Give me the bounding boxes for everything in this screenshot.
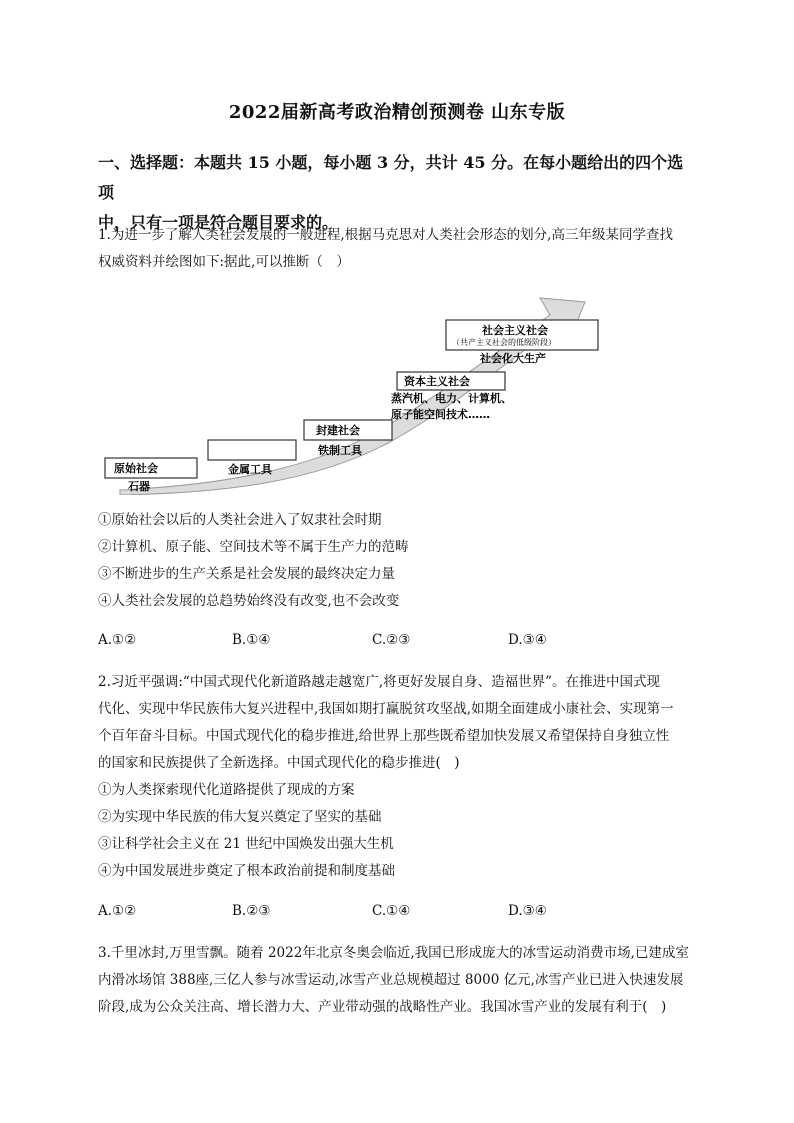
stage-tool-modern-1: 蒸汽机、电力、计算机、 xyxy=(391,392,512,405)
question-2-option-1: ①为人类探索现代化道路提供了现成的方案 xyxy=(98,782,355,798)
question-1-choice-d[interactable]: D.③④ xyxy=(508,632,547,648)
question-1-choices xyxy=(98,632,698,652)
question-1-choice-c[interactable]: C.②③ xyxy=(372,632,411,648)
stage-tool-modern-2: 原子能空间技术…… xyxy=(391,408,490,421)
question-1-choice-b[interactable]: B.①④ xyxy=(232,632,271,648)
question-1-option-3: ③不断进步的生产关系是社会发展的最终决定力量 xyxy=(98,566,395,582)
question-2-option-4: ④为中国发展进步奠定了根本政治前提和制度基础 xyxy=(98,863,395,879)
stage-label-socialist: 社会主义社会 xyxy=(482,324,548,337)
section-heading-line-1: 一、选择题：本题共 15 小题，每小题 3 分，共计 45 分。在每小题给出的四个选项 xyxy=(98,153,684,202)
question-1-option-1: ①原始社会以后的人类社会进入了奴隶社会时期 xyxy=(98,512,382,528)
question-1-option-4: ④人类社会发展的总趋势始终没有改变,也不会改变 xyxy=(98,593,400,609)
question-2-choice-a[interactable]: A.①② xyxy=(98,903,137,919)
question-1-line-2: 权威资料并绘图如下:据此,可以推断（ ） xyxy=(98,254,350,270)
question-2-option-3: ③让科学社会主义在 21 世纪中国焕发出强大生机 xyxy=(98,836,394,852)
question-3-line-2: 内滑冰场馆 388座,三亿人参与冰雪运动,冰雪产业总规模超过 8000 亿元,冰雪产业已进入快速发展 xyxy=(98,972,684,988)
stage-tool-socialized: 社会化大生产 xyxy=(480,352,546,365)
question-2-line-1: 2.习近平强调:“中国式现代化新道路越走越宽广,将更好发展自身、造福世界”。在推进中国式现 xyxy=(98,674,661,690)
question-3-line-3: 阶段,成为公众关注高、增长潜力大、产业带动强的战略性产业。我国冰雪产业的发展有利于( ) xyxy=(98,999,667,1015)
question-1-stem xyxy=(98,222,698,276)
question-2-choice-b[interactable]: B.②③ xyxy=(232,903,271,919)
question-1-line-1: 1.为进一步了解人类社会发展的一般进程,根据马克思对人类社会形态的划分,高三年级某同学查找 xyxy=(98,227,673,243)
question-2-line-2: 代化、实现中华民族伟大复兴进程中,我国如期打赢脱贫攻坚战,如期全面建成小康社会、实现第一 xyxy=(98,701,674,717)
stage-label-primitive: 原始社会 xyxy=(114,462,158,475)
question-3-stem xyxy=(98,940,698,1021)
section-heading-line-2: 中，只有一项是符合题目要求的。 xyxy=(98,213,339,232)
social-development-figure xyxy=(100,290,600,495)
stage-box-blank xyxy=(208,440,296,460)
page-title: 2022届新高考政治精创预测卷 山东专版 xyxy=(228,102,566,123)
question-1-choice-a[interactable]: A.①② xyxy=(98,632,137,648)
stage-tool-primitive: 石器 xyxy=(128,480,150,493)
question-2-stem xyxy=(98,669,698,777)
question-1-option-2: ②计算机、原子能、空间技术等不属于生产力的范畴 xyxy=(98,539,409,555)
question-2-choice-d[interactable]: D.③④ xyxy=(508,903,547,919)
question-2-option-2: ②为实现中华民族的伟大复兴奠定了坚实的基础 xyxy=(98,809,382,825)
stage-sublabel-socialist: （共产主义社会的低级阶段） xyxy=(452,338,556,347)
question-2-line-3: 个百年奋斗目标。中国式现代化的稳步推进,给世界上那些既希望加快发展又希望保持自身独立性 xyxy=(98,728,670,744)
stage-label-feudal: 封建社会 xyxy=(316,424,360,437)
question-2-line-4: 的国家和民族提供了全新选择。中国式现代化的稳步推进( ) xyxy=(98,755,460,771)
question-3-line-1: 3.千里冰封,万里雪飘。随着 2022年北京冬奥会临近,我国已形成庞大的冰雪运动消费市场,已建成室 xyxy=(98,945,689,961)
question-2-choices xyxy=(98,903,698,923)
stage-tool-iron: 铁制工具 xyxy=(318,444,362,457)
stage-label-capitalist: 资本主义社会 xyxy=(404,375,470,388)
stage-tool-metal: 金属工具 xyxy=(228,463,272,476)
question-2-choice-c[interactable]: C.①④ xyxy=(372,903,411,919)
